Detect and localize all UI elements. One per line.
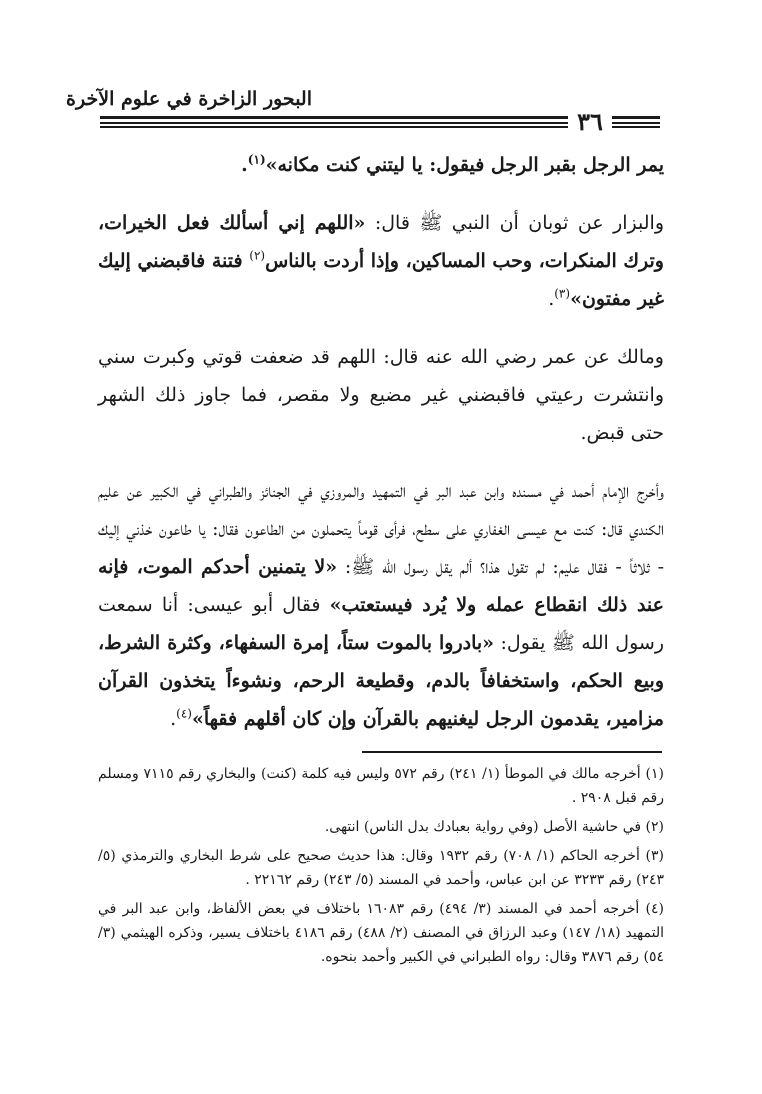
paragraph-3-text: ومالك عن عمر رضي الله عنه قال: اللهم قد ضعفت قوتي وكبرت سني وانتشرت رعيتي فاقبضني غير مضيع ولا مقصر، فما جاوز ذلك الشهر حتى قبض. xyxy=(98,346,664,444)
paragraph-2-hadith-b: فتنة فاقبضني إليك غير مفتون» xyxy=(98,250,664,310)
paragraph-1-end: . xyxy=(241,154,248,176)
running-header-title: البحور الزاخرة في علوم الآخرة xyxy=(66,88,312,110)
footnotes xyxy=(98,762,664,974)
main-text xyxy=(98,146,664,758)
paragraph-2-hadith-a: «اللهم إني أسألك فعل الخيرات، وترك المنكرات، وحب المساكين، وإذا أردت بالناس xyxy=(98,212,664,272)
header-rule-right-upper xyxy=(612,122,660,124)
page-number: ٣٦ xyxy=(568,108,612,136)
paragraph-2-end: . xyxy=(548,288,555,310)
footnote-2: (٢) في حاشية الأصل (وفي رواية بعبادك بدل الناس) انتهى. xyxy=(324,819,664,835)
footnote-ref-1: (١) xyxy=(247,152,266,167)
footnote-ref-2: (٢) xyxy=(249,248,266,263)
paragraph-4-end: . xyxy=(170,708,177,730)
paragraph-1-text: يمر الرجل بقبر الرجل فيقول: يا ليتني كنت مكانه» xyxy=(265,154,664,176)
footnote-1: (١) أخرجه مالك في الموطأ (١/ ٢٤١) رقم ٥٧٢ وليس فيه كلمة (كنت) والبخاري رقم ٧١١٥ ومسلم رقم قبل ٢٩٠٨ . xyxy=(98,766,664,806)
paragraph-4-mid: فقال أبو عيسى: أنا سمعت رسول الله ﷺ يقول: xyxy=(98,594,664,654)
paragraph-4 xyxy=(98,472,664,738)
header-rule-left-lower xyxy=(100,126,568,128)
footnote-separator xyxy=(362,751,662,753)
header-rule-right-lower xyxy=(612,126,660,128)
footnote-4: (٤) أخرجه أحمد في المسند (٣/ ٤٩٤) رقم ١٦٠٨٣ باختلاف في بعض الألفاظ، وابن عبد البر في التمهيد (١٨/ ١٤٧) وعبد الرزاق في المصنف (٢/ ٤٨٨) رقم ٤١٨٦ باختلاف يسير، وذكره الهيثمي (٣/ ٥٤) رقم ٣٨٧٦ وقال: رواه الطبراني في الكبير وأحمد بنحوه. xyxy=(98,901,664,965)
paragraph-2 xyxy=(98,204,664,318)
paragraph-4-hadith-b: «بادروا بالموت ستاً، إمرة السفهاء، وكثرة الشرط، وبيع الحكم، واستخفافاً بالدم، وقطيعة الرحم، ونشوءاً يتخذون القرآن مزامير، يقدمون الرجل ليغنيهم بالقرآن وإن كان أقلهم فقهاً» xyxy=(98,632,664,730)
paragraph-4-intro: وأخرج الإمام أحمد في مسنده وابن عبد البر في التمهيد والمروزي في الجنائز والطبراني في الكبير عن عليم الكندي قال: كنت مع عيسى الغفاري على سطح، فرأى قوماً يتحملون من الطاعون فقال: يا طاعون خذني إليك - ثلاثاً - فقال عليم: لم تقول هذا؟ ألم يقل رسول الله ﷺ: xyxy=(98,480,664,578)
paragraph-3 xyxy=(98,338,664,452)
paragraph-1 xyxy=(98,146,664,184)
footnote-ref-4: (٤) xyxy=(176,706,192,721)
paragraph-2-intro: والبزار عن ثوبان أن النبي ﷺ قال: xyxy=(365,212,664,234)
header-rule-left-upper xyxy=(100,122,568,124)
footnote-3: (٣) أخرجه الحاكم (١/ ٧٠٨) رقم ١٩٣٢ وقال: هذا حديث صحيح على شرط البخاري والترمذي (٥/ ٢٤٣) رقم ٣٢٣٣ عن ابن عباس، وأحمد في المسند (٥/ ٢٤٣) رقم ٢٢١٦٢ . xyxy=(98,848,664,888)
paragraph-4-hadith-a: «لا يتمنين أحدكم الموت، فإنه عند ذلك انقطاع عمله ولا يُرد فيستعتب» xyxy=(98,556,664,616)
footnote-ref-3: (٣) xyxy=(554,286,571,301)
